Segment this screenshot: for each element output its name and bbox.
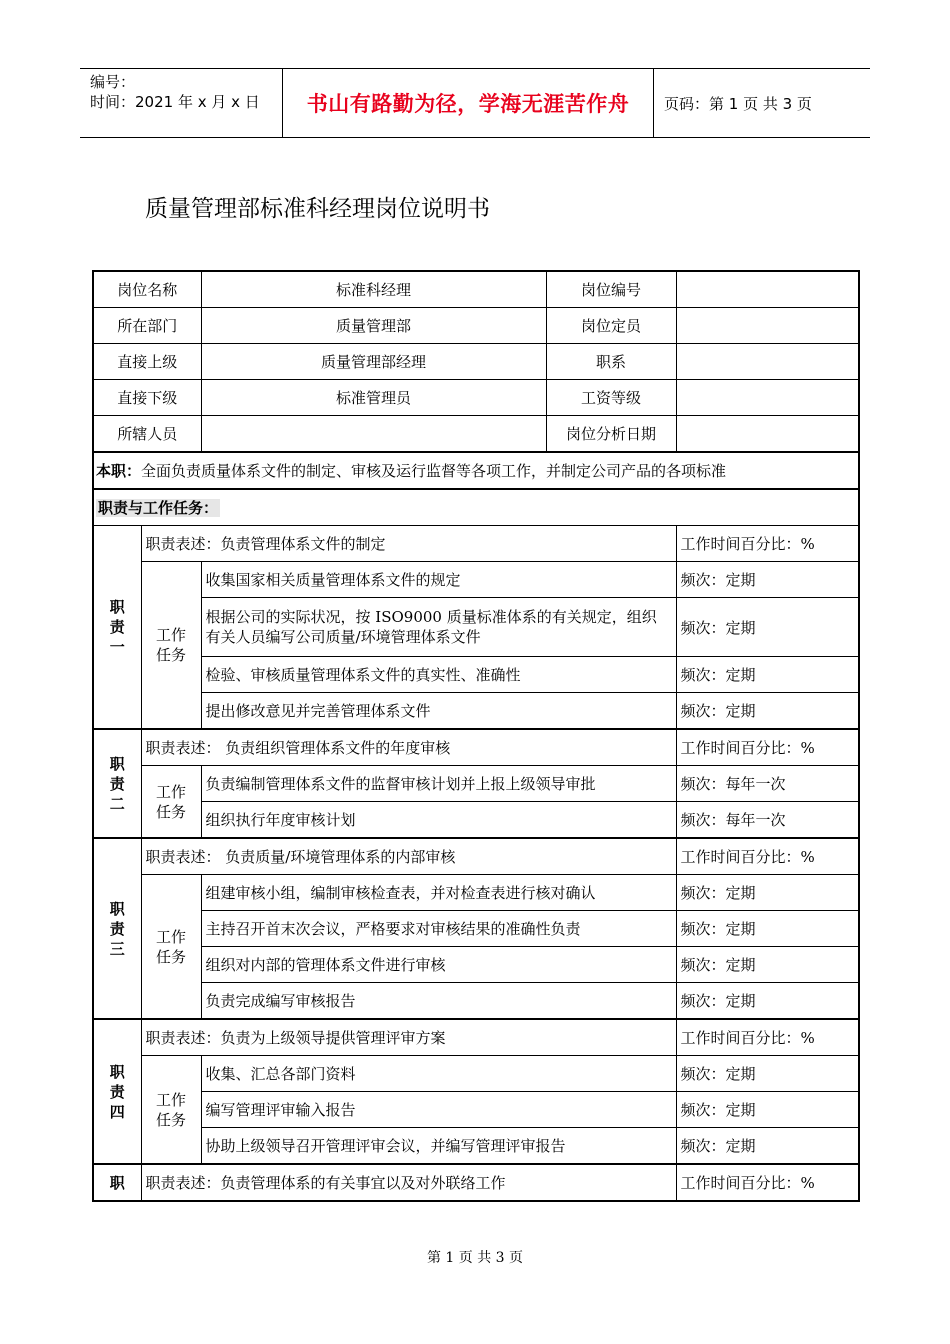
task-row xyxy=(93,766,859,802)
info-label: 岗位分析日期 xyxy=(546,416,676,453)
task-row xyxy=(93,947,859,983)
duty-sections xyxy=(93,526,859,1202)
task-text: 组织执行年度审核计划 xyxy=(201,802,676,839)
document-title: 质量管理部标准科经理岗位说明书 xyxy=(145,196,490,222)
tasks-heading-cell xyxy=(93,489,859,526)
task-text: 主持召开首末次会议，严格要求对审核结果的准确性负责 xyxy=(201,911,676,947)
task-frequency: 频次：定期 xyxy=(676,657,859,693)
duty-label: 职 xyxy=(93,1164,141,1201)
task-frequency: 频次：定期 xyxy=(676,562,859,598)
task-text: 负责编制管理体系文件的监督审核计划并上报上级领导审批 xyxy=(201,766,676,802)
task-text: 收集国家相关质量管理体系文件的规定 xyxy=(201,562,676,598)
task-row xyxy=(93,657,859,693)
info-row xyxy=(93,380,859,416)
duty-desc-row xyxy=(93,1164,859,1201)
info-label: 岗位定员 xyxy=(546,308,676,344)
info-label: 工资等级 xyxy=(546,380,676,416)
task-row xyxy=(93,562,859,598)
task-frequency: 频次：定期 xyxy=(676,875,859,911)
main-duty-cell xyxy=(93,452,859,489)
info-label: 职系 xyxy=(546,344,676,380)
work-task-label: 工作任务 xyxy=(141,1056,201,1165)
work-task-label: 工作任务 xyxy=(141,766,201,839)
duty-description: 职责表述： 负责质量/环境管理体系的内部审核 xyxy=(141,838,676,875)
work-time-percent: 工作时间百分比：% xyxy=(676,1164,859,1201)
duty-description: 职责表述：负责管理体系的有关事宜以及对外联络工作 xyxy=(141,1164,676,1201)
info-row xyxy=(93,308,859,344)
info-value xyxy=(676,344,859,380)
task-row xyxy=(93,693,859,730)
task-text: 收集、汇总各部门资料 xyxy=(201,1056,676,1092)
header-motto-cell xyxy=(283,69,654,137)
task-row xyxy=(93,983,859,1020)
header-left-cell xyxy=(80,69,283,137)
info-label: 所辖人员 xyxy=(93,416,201,453)
task-row xyxy=(93,1056,859,1092)
task-text: 提出修改意见并完善管理体系文件 xyxy=(201,693,676,730)
page-footer: 第 1 页 共 3 页 xyxy=(426,1250,524,1266)
info-value: 质量管理部 xyxy=(201,308,546,344)
duty-description: 职责表述： 负责组织管理体系文件的年度审核 xyxy=(141,729,676,766)
info-value xyxy=(676,416,859,453)
task-text: 负责完成编写审核报告 xyxy=(201,983,676,1020)
info-value: 标准管理员 xyxy=(201,380,546,416)
task-text: 根据公司的实际状况，按 ISO9000 质量标准体系的有关规定，组织有关人员编写公司质量/环境管理体系文件 xyxy=(201,598,676,657)
task-row xyxy=(93,875,859,911)
task-row xyxy=(93,598,859,657)
duty-description: 职责表述：负责为上级领导提供管理评审方案 xyxy=(141,1019,676,1056)
task-frequency: 频次：每年一次 xyxy=(676,802,859,839)
info-row xyxy=(93,344,859,380)
work-time-percent: 工作时间百分比：% xyxy=(676,526,859,562)
motto-text: 书山有路勤为径，学海无涯苦作舟 xyxy=(306,92,630,116)
duty-label: 职责三 xyxy=(93,838,141,1019)
work-time-percent: 工作时间百分比：% xyxy=(676,1019,859,1056)
page-indicator: 页码：第 1 页 共 3 页 xyxy=(664,94,812,113)
page-header xyxy=(80,68,870,138)
task-frequency: 频次：定期 xyxy=(676,1056,859,1092)
info-row xyxy=(93,271,859,308)
tasks-heading-row xyxy=(93,489,859,526)
work-task-label: 工作任务 xyxy=(141,875,201,1020)
task-frequency: 频次：定期 xyxy=(676,1092,859,1128)
work-task-label: 工作任务 xyxy=(141,562,201,730)
info-label: 岗位编号 xyxy=(546,271,676,308)
task-frequency: 频次：定期 xyxy=(676,693,859,730)
duty-desc-row xyxy=(93,729,859,766)
info-label: 直接上级 xyxy=(93,344,201,380)
task-text: 组织对内部的管理体系文件进行审核 xyxy=(201,947,676,983)
task-frequency: 频次：定期 xyxy=(676,947,859,983)
info-label: 所在部门 xyxy=(93,308,201,344)
task-frequency: 频次：定期 xyxy=(676,911,859,947)
tasks-heading: 职责与工作任务： xyxy=(98,499,219,517)
main-duty-text: 全面负责质量体系文件的制定、审核及运行监督等各项工作，并制定公司产品的各项标准 xyxy=(141,462,727,480)
info-value xyxy=(201,416,546,453)
duty-label: 职责一 xyxy=(93,526,141,730)
task-text: 协助上级领导召开管理评审会议，并编写管理评审报告 xyxy=(201,1128,676,1165)
task-row xyxy=(93,1092,859,1128)
duty-label: 职责二 xyxy=(93,729,141,838)
duty-description: 职责表述：负责管理体系文件的制定 xyxy=(141,526,676,562)
task-row xyxy=(93,802,859,839)
doc-number: 编号： xyxy=(90,73,136,91)
work-time-percent: 工作时间百分比：% xyxy=(676,838,859,875)
info-value xyxy=(676,380,859,416)
task-frequency: 频次：每年一次 xyxy=(676,766,859,802)
task-row xyxy=(93,911,859,947)
task-frequency: 频次：定期 xyxy=(676,983,859,1020)
info-value: 标准科经理 xyxy=(201,271,546,308)
info-row xyxy=(93,416,859,453)
task-frequency: 频次：定期 xyxy=(676,598,859,657)
duty-desc-row xyxy=(93,526,859,562)
task-text: 组建审核小组，编制审核检查表，并对检查表进行核对确认 xyxy=(201,875,676,911)
info-label: 直接下级 xyxy=(93,380,201,416)
info-label: 岗位名称 xyxy=(93,271,201,308)
task-frequency: 频次：定期 xyxy=(676,1128,859,1165)
info-value xyxy=(676,308,859,344)
duty-label: 职责四 xyxy=(93,1019,141,1164)
duty-desc-row xyxy=(93,838,859,875)
duty-desc-row xyxy=(93,1019,859,1056)
info-value xyxy=(676,271,859,308)
job-description-table xyxy=(92,270,860,1202)
task-row xyxy=(93,1128,859,1165)
task-text: 检验、审核质量管理体系文件的真实性、准确性 xyxy=(201,657,676,693)
doc-date: 时间：2021 年 x 月 x 日 xyxy=(90,93,260,111)
work-time-percent: 工作时间百分比：% xyxy=(676,729,859,766)
info-value: 质量管理部经理 xyxy=(201,344,546,380)
main-duty-label: 本职： xyxy=(96,462,142,480)
main-duty-row xyxy=(93,452,859,489)
task-text: 编写管理评审输入报告 xyxy=(201,1092,676,1128)
